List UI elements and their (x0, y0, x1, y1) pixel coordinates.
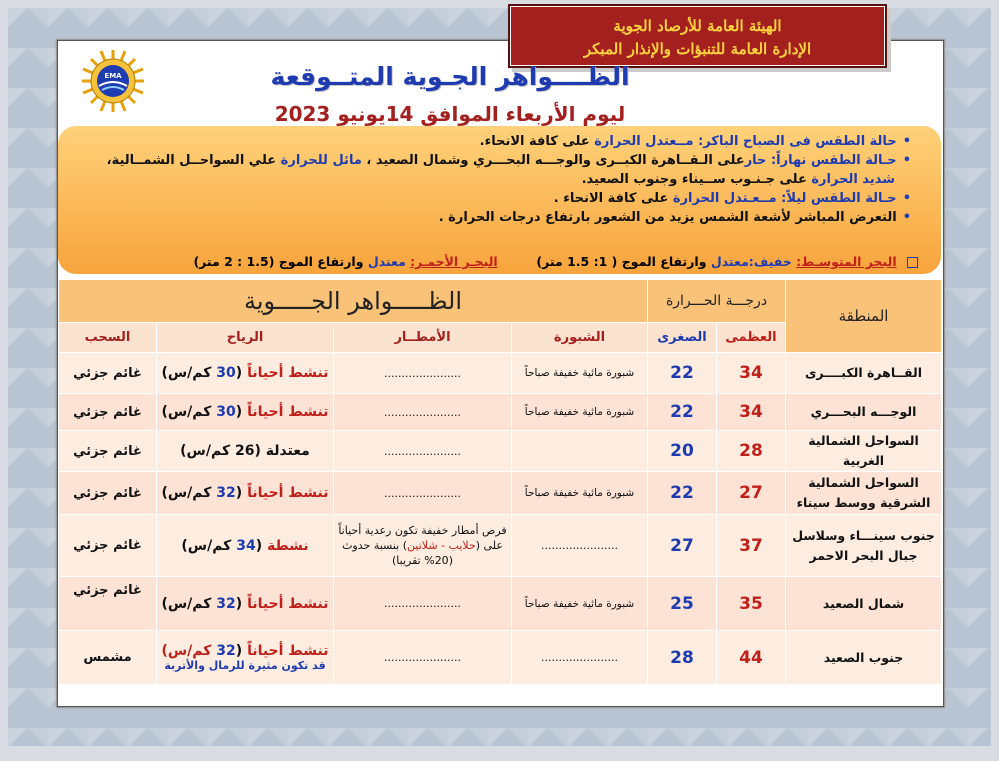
header-temperature: درجـــة الحـــرارة (648, 280, 786, 323)
night-condition: •حـالة الطقس ليلاً: مــعـتدل الحرارة على كافة الانحاء . (553, 191, 911, 206)
page-title: الظــــواهر الجـوية المتــوقعة (270, 62, 630, 91)
forecast-table (58, 279, 942, 685)
header-wind: الرياح (157, 323, 334, 353)
header-phenomena: الظـــــواهر الجـــــوية (59, 280, 648, 323)
header-fog: الشبورة (512, 323, 648, 353)
table-row: جنوب الصعيد 44 28 ...................... ...................... تنشط أحياناً (32 كم/س) قد تكون مثيرة للرمال والأتربة مشمس (59, 631, 942, 685)
agency-department: الإدارة العامة للتنبؤات والإنذار المبكر (583, 40, 812, 58)
header-rain: الأمطــار (334, 323, 512, 353)
header-max: العظمى (717, 323, 786, 353)
morning-condition: •حالة الطقس فى الصباح الباكر: مــعتدل الحرارة على كافة الانحاء. (479, 134, 911, 149)
table-row: شمال الصعيد 35 25 شبورة مائية خفيفة صباحاً ...................... تنشط أحياناً (32 كم/س) غائم جزئي (59, 577, 942, 631)
bullet-icon: • (902, 210, 911, 225)
checkbox-square-icon (907, 257, 918, 268)
agency-name: الهيئة العامة للأرصاد الجوية (613, 17, 782, 35)
sea-state: البحر المتوسـط: خفيف:معتدل وارتفاع الموج ( 1: 1.5 متر) البحـر الأحمـر: معتدل وارتفاع الموج (1.5 : 2 متر) (128, 254, 918, 269)
bullet-icon: • (902, 191, 911, 206)
header-min: الصغرى (648, 323, 717, 353)
table-row: القــاهرة الكبــــرى 34 22 شبورة مائية خفيفة صباحاً ...................... تنشط أحياناً (30 كم/س) غائم جزئي (59, 353, 942, 394)
logo-text: EMA (104, 72, 122, 80)
ema-logo-icon (82, 50, 144, 112)
day-condition-cont: شديد الحرارة على جـنـوب ســيناء وجنوب الصعيد. (581, 172, 895, 187)
header-clouds: السحب (59, 323, 157, 353)
weather-conditions-panel (58, 126, 941, 274)
bullet-icon: • (902, 134, 911, 149)
sun-warning: •التعرض المباشر لأشعة الشمس يزيد من الشعور بارتفاع درجات الحرارة . (438, 210, 911, 225)
header-region: المنطقة (786, 280, 942, 353)
table-row: جنوب سينـــاء وسلاسل جبال البحر الاحمر 37 27 ...................... فرص أمطار خفيفة تكون رعدية أحياناً على (حلايب - شلاتين) بنسبة حدوث (20% تقريبا) نشطة (34 كم/س) غائم جزئي (59, 515, 942, 577)
day-condition: •حـالة الطقس نهاراً: حارعلى الـقــاهرة الكبــرى والوجـــه البحـــري وشمال الصعيد ، مائل للحرارة علي السواحــل الشمــالية، (106, 153, 911, 168)
table-row: السواحل الشمالية الغربية 28 20 ...................... معتدلة (26 كم/س) غائم جزئي (59, 431, 942, 472)
page-subtitle: ليوم الأربعاء الموافق 14يونيو 2023 (274, 102, 626, 126)
table-row: الوجـــه البحـــري 34 22 شبورة مائية خفيفة صباحاً ...................... تنشط أحياناً (30 كم/س) غائم جزئي (59, 394, 942, 431)
agency-header (508, 4, 887, 68)
table-row: السواحل الشمالية الشرقية ووسط سيناء 27 22 شبورة مائية خفيفة صباحاً ...................... تنشط أحياناً (32 كم/س) غائم جزئي (59, 472, 942, 515)
bullet-icon: • (902, 153, 911, 168)
